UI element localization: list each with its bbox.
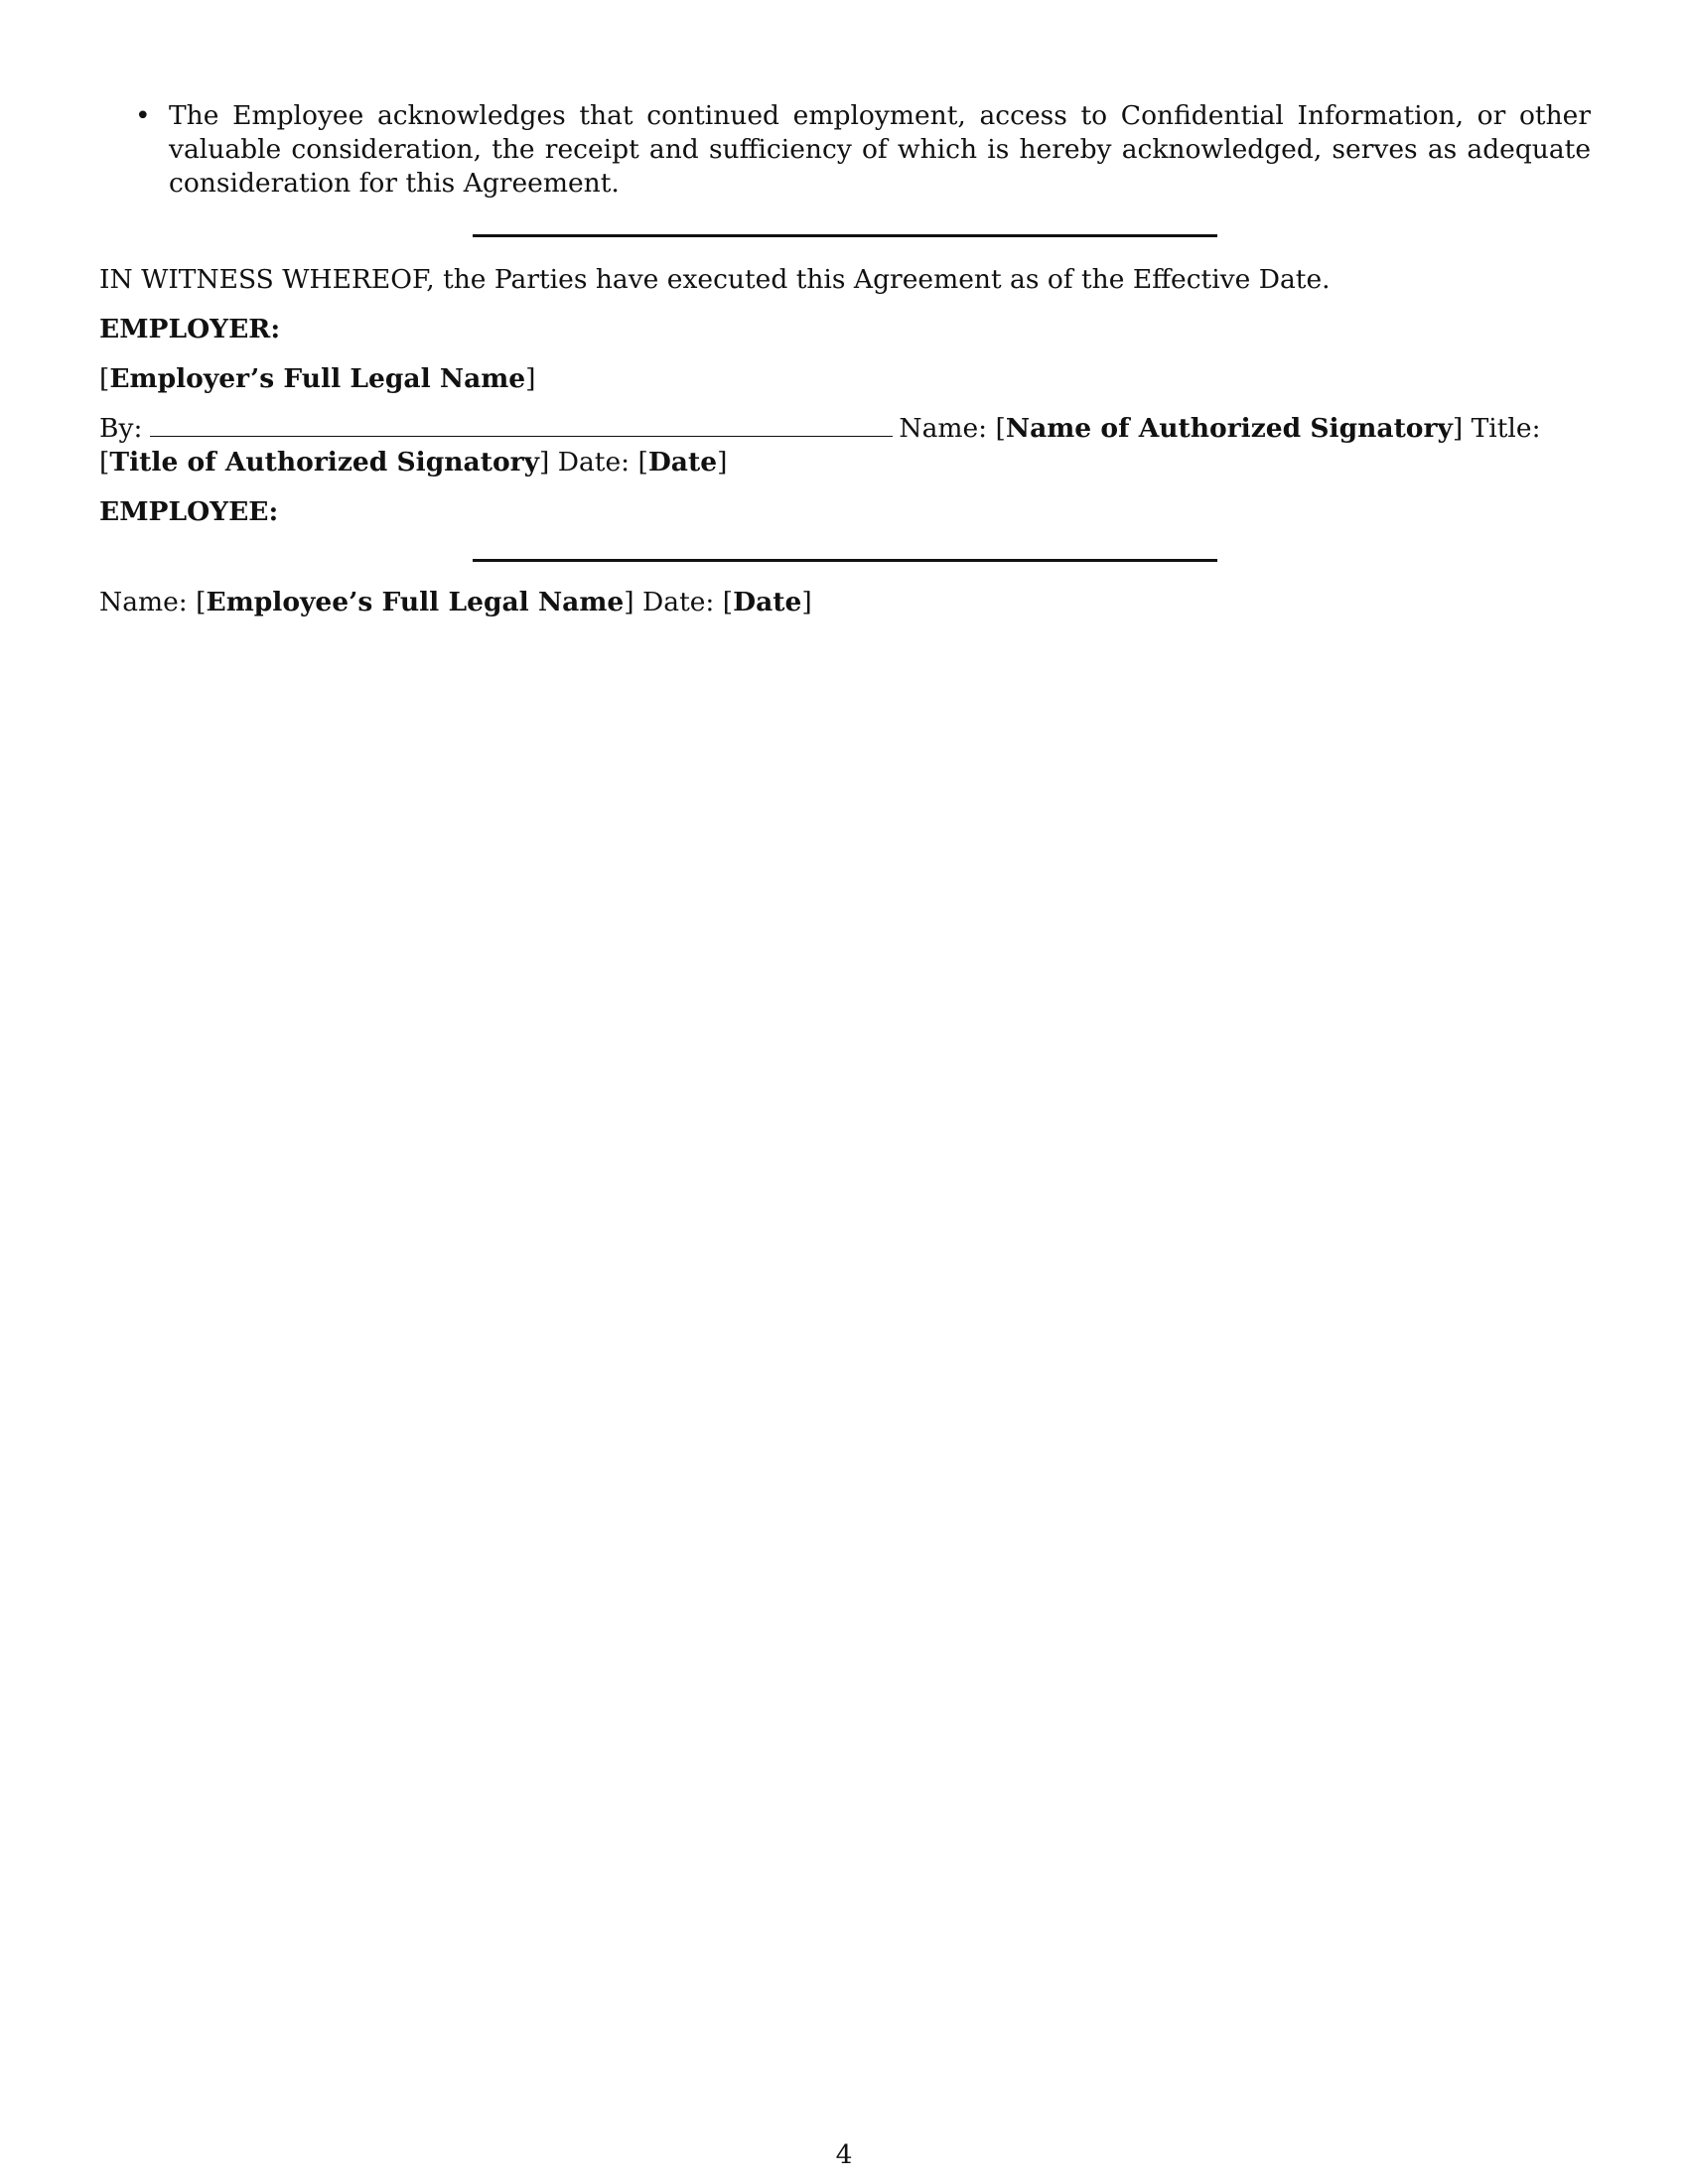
- section-divider: [473, 234, 1217, 237]
- bullet-icon: •: [135, 100, 151, 131]
- consideration-list: [99, 99, 1591, 201]
- employee-signature-line: [473, 559, 1217, 562]
- signatory-name-placeholder: Name of Authorized Signatory: [1005, 413, 1453, 444]
- employer-full-name-placeholder: Employer’s Full Legal Name: [109, 363, 526, 394]
- signatory-name-label: Name:: [899, 413, 988, 444]
- consideration-text: The Employee acknowledges that continued employment, access to Confidential Information, or other valuable consideration, the receipt and sufficiency of which is hereby acknowledged, serves as adequate consideration for this Agreement.: [169, 100, 1591, 199]
- consideration-bullet: [99, 99, 1591, 201]
- employee-heading: EMPLOYEE:: [99, 496, 279, 527]
- employer-heading: EMPLOYER:: [99, 314, 281, 344]
- employer-date-placeholder: Date: [647, 447, 718, 478]
- signatory-title-placeholder: Title of Authorized Signatory: [109, 447, 539, 478]
- witness-statement: IN WITNESS WHEREOF, the Parties have executed this Agreement as of the Effective Date.: [99, 264, 1331, 295]
- signatory-title-label: Title:: [1471, 413, 1541, 444]
- employer-date-label: Date:: [557, 447, 631, 478]
- document-page: [99, 99, 1591, 619]
- page-number: 4: [835, 2139, 853, 2170]
- employer-signature-block: By: Name: [Name of Authorized Signatory] Title: [Title of Authorized Signatory] Date: [Date]: [99, 413, 1541, 478]
- employee-name-label: Name:: [99, 587, 188, 617]
- employer-full-name: [Employer’s Full Legal Name]: [99, 363, 536, 394]
- employee-date-placeholder: Date: [733, 587, 802, 617]
- employee-date-label: Date:: [642, 587, 715, 617]
- employee-signature-block: Name: [Employee’s Full Legal Name] Date: [Date]: [99, 587, 812, 617]
- employee-name-placeholder: Employee’s Full Legal Name: [206, 587, 625, 617]
- employer-signature-line: [150, 412, 893, 437]
- by-label: By:: [99, 413, 143, 444]
